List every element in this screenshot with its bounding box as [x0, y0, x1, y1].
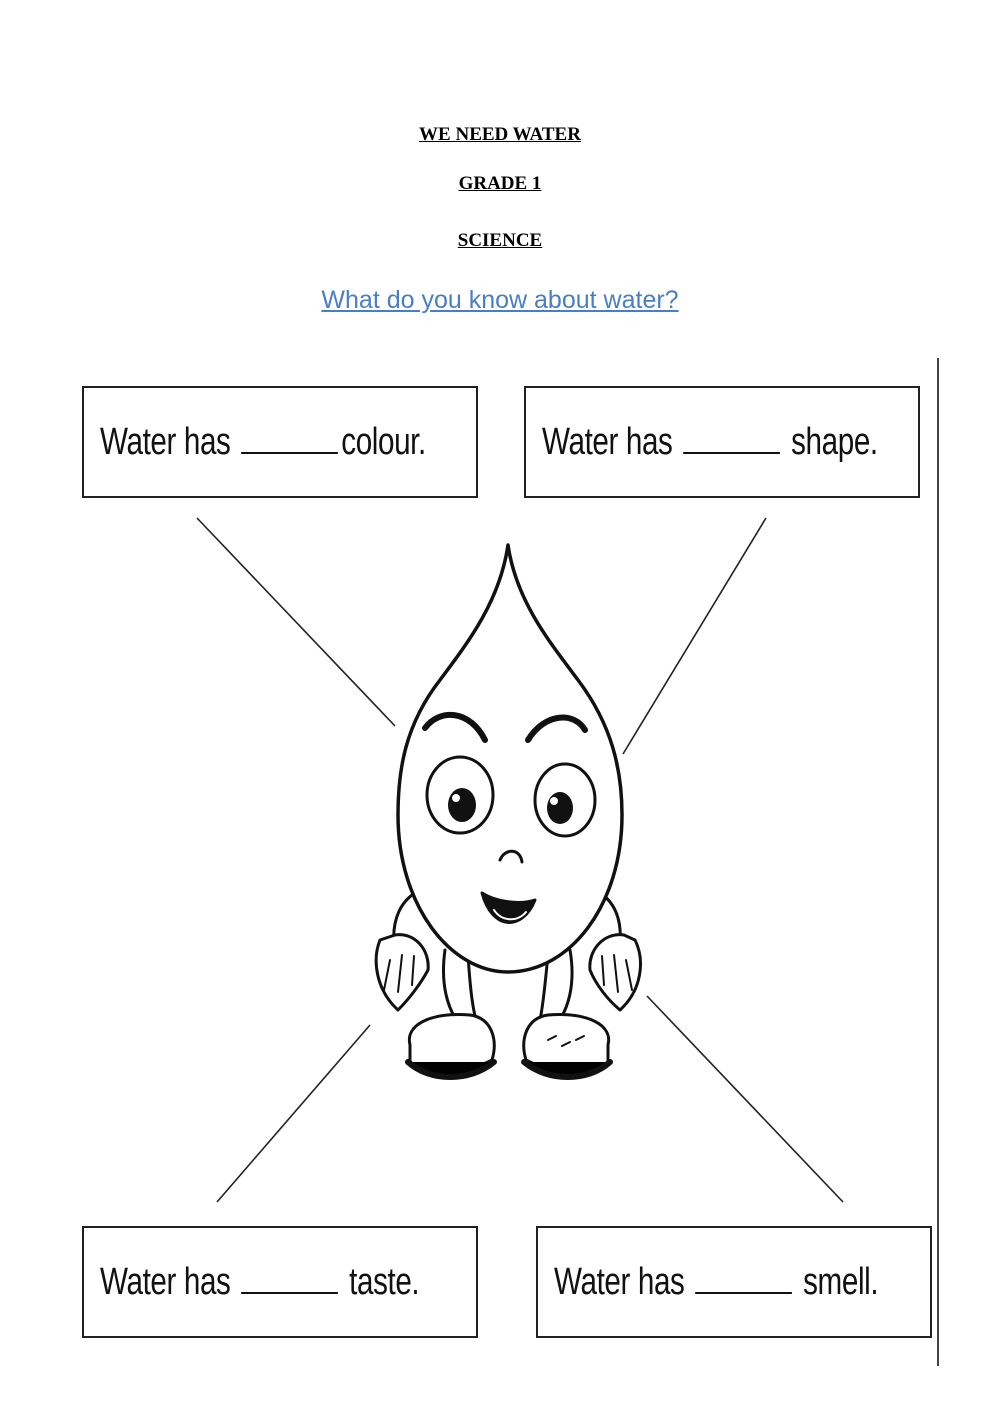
sentence-lead: Water has [100, 420, 231, 463]
sentence-end: taste. [349, 1260, 420, 1303]
water-drop-icon [376, 545, 640, 1077]
worksheet-title: WE NEED WATER [419, 124, 581, 145]
connector-line-colour [197, 518, 395, 726]
worksheet-grade: GRADE 1 [458, 173, 542, 194]
sentence-lead: Water has [100, 1260, 231, 1303]
worksheet-question: What do you know about water? [321, 286, 679, 314]
connector-line-shape [623, 518, 766, 754]
sentence-end: shape. [791, 420, 878, 463]
sentence-lead: Water has [542, 420, 673, 463]
sentence-lead: Water has [554, 1260, 685, 1303]
connector-line-smell [647, 996, 843, 1202]
sentence-end: colour. [341, 420, 426, 463]
connector-line-taste [217, 1025, 370, 1202]
worksheet-subject: SCIENCE [457, 230, 543, 251]
sentence-end: smell. [803, 1260, 879, 1303]
